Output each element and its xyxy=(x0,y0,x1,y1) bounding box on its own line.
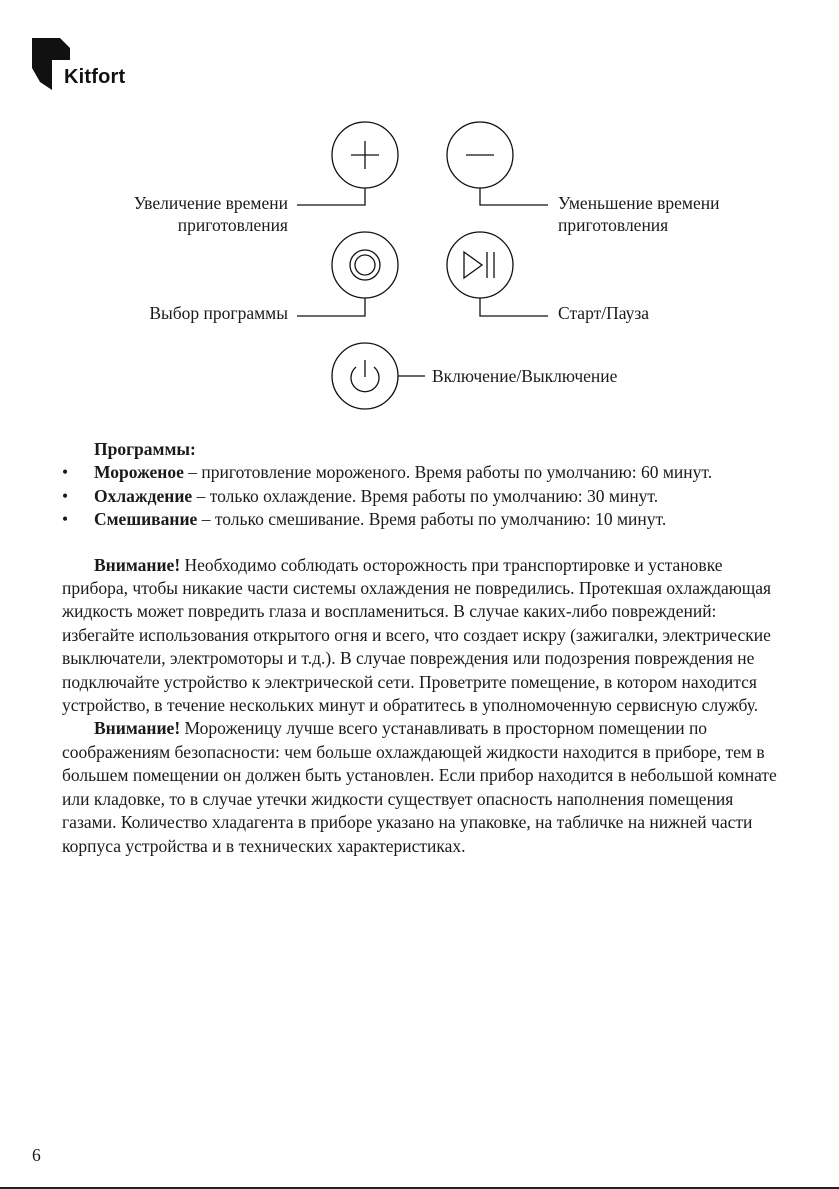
plus-icon xyxy=(351,141,379,169)
play-pause-icon xyxy=(464,252,494,278)
program-item: • Мороженое – приготовление мороженого. Время работы по умолчанию: 60 минут. xyxy=(62,461,782,484)
plus-button xyxy=(332,122,398,188)
decrease-leader-line xyxy=(480,188,548,205)
increase-time-label: Увеличение времени приготовления xyxy=(133,193,288,235)
power-icon xyxy=(351,360,379,392)
program-select-label: Выбор программы xyxy=(149,303,288,323)
start-pause-button xyxy=(447,232,513,298)
warning-paragraph: Внимание! Мороженицу лучше всего устанавливать в просторном помещении по соображениям безопасности: чем больше охлаждающей жидкости находится в приборе, тем в большем помещении он должен быть установлен. Если прибор находится в небольшой комнате или кладовке, то в случае утечки жидкости существует опасность наполнения помещения газами. Количество хладагента в приборе указано на упаковке, на табличке на нижней части корпуса устройства и в технических характеристиках. xyxy=(62,718,777,856)
program-icon xyxy=(350,250,380,280)
increase-leader-line xyxy=(297,188,365,205)
start-leader-line xyxy=(480,298,548,316)
decrease-time-label: Уменьшение времени приготовления xyxy=(558,193,720,235)
minus-button xyxy=(447,122,513,188)
warning-paragraph: Внимание! Необходимо соблюдать осторожность при транспортировке и установке прибора, чтобы никакие части системы охлаждения не повредились. Протекшая охлаждающая жидкость может повредить глаза и воспламениться. В случае каких-либо повреждений: избегайте использования открытого огня и всего, что создает искру (зажигалки, электрические выключатели, электромоторы и т.д.). В случае повреждения или подозрения повреждения не подключайте устройство к электрической сети. Проветрите помещение, в котором находится устройство, в течение нескольких минут и обратитесь в уполномоченную сервисную службу. xyxy=(62,554,772,716)
power-button xyxy=(332,343,398,409)
programs-heading: Программы: xyxy=(94,439,196,459)
program-item: • Смешивание – только смешивание. Время работы по умолчанию: 10 минут. xyxy=(62,508,782,531)
brand-name: Kitfort xyxy=(64,66,126,88)
program-item: • Охлаждение – только охлаждение. Время работы по умолчанию: 30 минут. xyxy=(62,485,782,508)
page-number: 6 xyxy=(32,1145,41,1165)
page-content xyxy=(62,438,782,858)
program-button xyxy=(332,232,398,298)
power-label: Включение/Выключение xyxy=(432,366,618,386)
start-pause-label: Старт/Пауза xyxy=(558,303,650,323)
program-leader-line xyxy=(297,298,365,316)
programs-list xyxy=(62,461,782,531)
